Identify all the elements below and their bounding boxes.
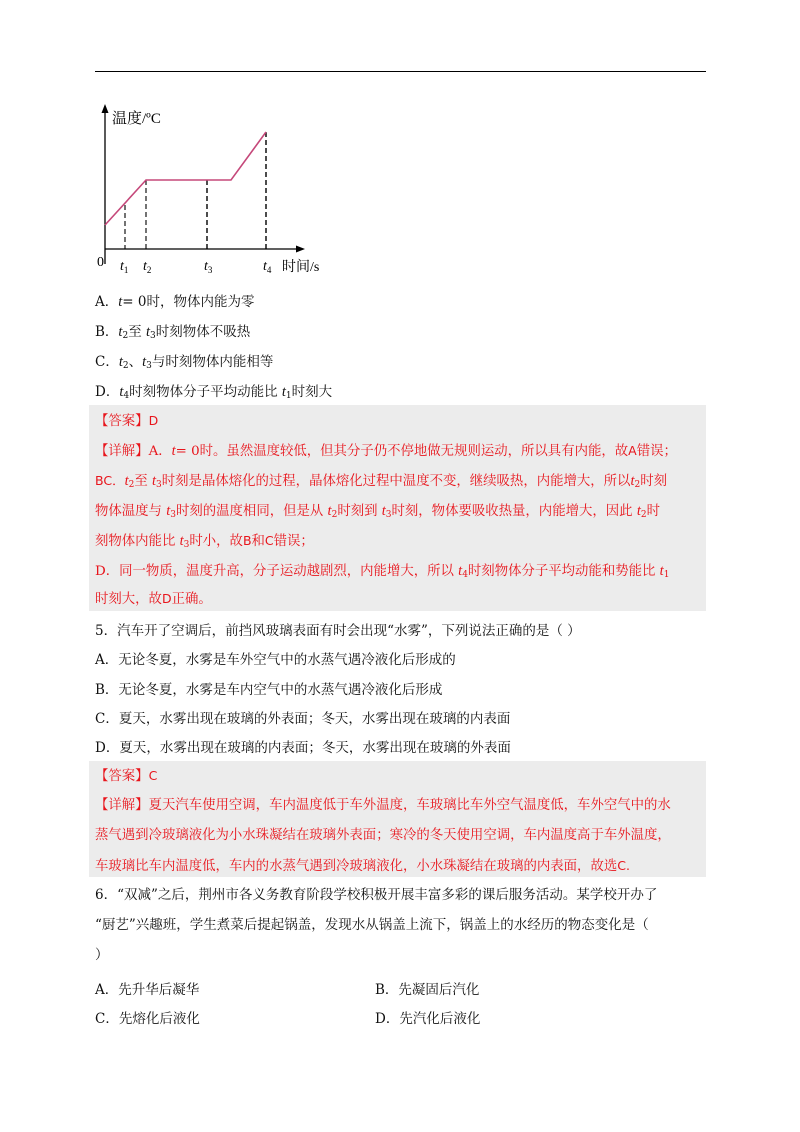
subscript: 3	[150, 331, 156, 341]
q4-explain-line-5: D．同一物质，温度升高，分子运动越剧烈，内能增大，所以 $t_4$时刻物体分子平均动能和势能比 $t_1$	[95, 563, 670, 580]
option-label: D．	[95, 384, 120, 400]
var-t: t	[118, 354, 123, 370]
q5-option-b: B．无论冬夏，水雾是车内空气中的水蒸气遇冷液化后形成	[95, 682, 443, 698]
answer-tag: 【答案】	[95, 769, 149, 784]
subscript: 1	[285, 391, 292, 401]
q6-option-a: A．先升华后凝华	[95, 982, 200, 998]
q6-option-b: B．先凝固后汽化	[375, 982, 480, 998]
answer-tag: 【答案】	[95, 414, 149, 429]
option-label: B．	[95, 324, 119, 340]
q6-stem-line-3: ）	[95, 947, 109, 963]
tick-label-t3: $t_3$	[204, 259, 213, 275]
option-text: 至	[128, 324, 146, 340]
answer-value: C	[148, 768, 158, 783]
q6-stem-line-1: 6．“双减”之后，荆州市各义务教育阶段学校积极开展丰富多彩的课后服务活动。某学校开办了	[95, 887, 658, 903]
q6-option-d: D．先汽化后液化	[375, 1011, 481, 1027]
option-text: 时刻物体不吸热	[155, 324, 251, 340]
explain-tag: 【详解】	[95, 444, 149, 459]
q5-option-c: C．夏天，水雾出现在玻璃的外表面；冬天，水雾出现在玻璃的内表面	[95, 711, 511, 727]
var-t: t	[142, 354, 147, 370]
option-text: 时刻大	[291, 384, 333, 400]
subscript: 2	[122, 361, 129, 371]
option-text: 与时刻物体内能相等	[151, 354, 274, 370]
q4-explain-line-3: 物体温度与 $t_3$时刻的温度相同，但是从 $t_2$时刻到 $t_3$时刻，物体要吸收热量，内能增大，因此 $t_2$时	[95, 503, 660, 520]
x-axis-label: 时间/s	[282, 260, 320, 275]
q4-explain-line-2: BC．$t_2$至 $t_3$时刻是晶体熔化的过程，晶体熔化过程中温度不变，继续吸热，内能增大，所以$t_2$时刻	[95, 473, 667, 490]
subscript: 4	[123, 391, 130, 401]
header-rule	[95, 71, 706, 72]
q5-option-d: D．夏天，水雾出现在玻璃的内表面；冬天，水雾出现在玻璃的外表面	[95, 740, 511, 756]
q5-option-a: A．无论冬夏，水雾是车外空气中的水蒸气遇冷液化后形成的	[95, 652, 456, 668]
var-t: t	[118, 294, 123, 310]
subscript: 3	[146, 361, 152, 371]
q5-stem: 5．汽车开了空调后，前挡风玻璃表面有时会出现“水雾”，下列说法正确的是（ ）	[95, 623, 581, 639]
option-label: A．	[95, 294, 119, 310]
q4-option-c	[95, 352, 273, 376]
q4-option-b	[95, 322, 250, 346]
q4-answer	[95, 411, 158, 432]
q5-explain-line-2: 蒸气遇到冷玻璃液化为小水珠凝结在玻璃外表面；寒冷的冬天使用空调，车内温度高于车外温度，	[95, 828, 671, 843]
var-t: t	[119, 384, 124, 400]
tick-label-t2: $t_2$	[143, 259, 152, 275]
temperature-curve	[105, 132, 266, 225]
var-t: t	[145, 324, 151, 340]
temperature-time-graph	[88, 96, 348, 281]
q4-explain-line-1: 【详解】A．t= 0时。虽然温度较低，但其分子仍不停地做无规则运动，所以具有内能，故A错误；	[95, 443, 677, 459]
y-axis-arrow-icon	[102, 104, 109, 113]
var-t: t	[118, 324, 123, 340]
q5-explain-line-1: 【详解】夏天汽车使用空调，车内温度低于车外温度，车玻璃比车外空气温度低，车外空气中的水	[95, 798, 671, 813]
q6-option-c: C．先熔化后液化	[95, 1011, 200, 1027]
subscript: 2	[122, 331, 129, 341]
q6-stem-line-2: “厨艺”兴趣班，学生煮菜后提起锅盖，发现水从锅盖上流下，锅盖上的水经历的物态变化是（	[95, 917, 649, 933]
q4-explain-line-6: 时刻大，故D正确。	[95, 591, 212, 607]
tick-label-t4: $t_4$	[263, 259, 272, 275]
y-axis-label: 温度/ºC	[112, 111, 161, 127]
origin-label: 0	[97, 255, 104, 270]
explain-tag: 【详解】	[95, 798, 149, 813]
tick-label-t1: $t_1$	[120, 259, 129, 275]
option-text: = 0时，物体内能为零	[122, 294, 255, 310]
var-t: t	[281, 384, 286, 400]
q5-answer	[95, 766, 157, 787]
option-text: 时刻物体分子平均动能比	[129, 384, 282, 400]
answer-value: D	[148, 413, 159, 428]
q4-option-d	[95, 382, 332, 406]
q4-explain-line-4: 刻物体内能比 $t_3$时小，故B和C错误；	[95, 533, 314, 550]
q4-option-a	[95, 292, 254, 312]
q5-explain-line-3: 车玻璃比车内温度低，车内的水蒸气遇到冷玻璃液化，小水珠凝结在玻璃的内表面，故选C.	[95, 858, 630, 874]
option-label: C．	[95, 354, 119, 370]
option-text: 、	[128, 354, 143, 370]
x-axis-arrow-icon	[296, 246, 305, 253]
